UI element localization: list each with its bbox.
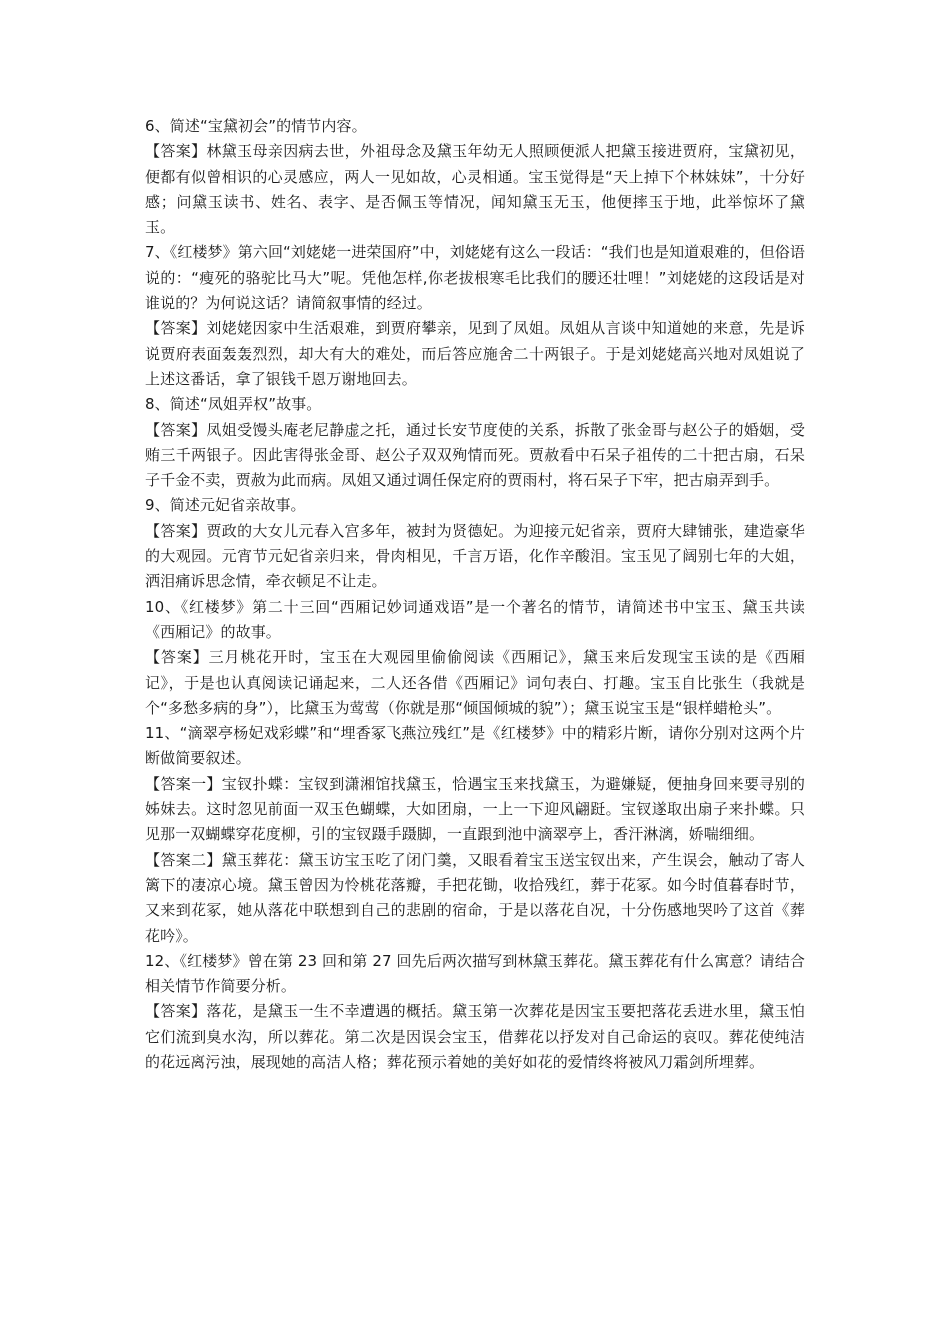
answer-11-part-1: 【答案一】宝钗扑蝶：宝钗到潇湘馆找黛玉，恰遇宝玉来找黛玉，为避嫌疑，便抽身回来要寻别的姊妹去。这时忽见前面一双玉色蝴蝶，大如团扇，一上一下迎风翩跹。宝钗遂取出扇子来扑蝶。只见那一双蝴蝶穿花度柳，引的宝钗蹑手蹑脚，一直跟到池中滴翠亭上，香汗淋漓，娇喘细细。 — [145, 774, 805, 844]
answer-8: 【答案】凤姐受馒头庵老尼静虚之托，通过长安节度使的关系，拆散了张金哥与赵公子的婚姻，受贿三千两银子。因此害得张金哥、赵公子双双殉情而死。贾赦看中石呆子祖传的二十把古扇，石呆子千金不卖，贾赦为此而病。凤姐又通过调任保定府的贾雨村，将石呆子下牢，把古扇弄到手。 — [145, 420, 805, 490]
question-12: 12、《红楼梦》曾在第 23 回和第 27 回先后两次描写到林黛玉葬花。黛玉葬花有什么寓意？请结合相关情节作简要分析。 — [145, 951, 805, 996]
question-8: 8、简述“凤姐弄权”故事。 — [145, 395, 322, 414]
answer-11-part-2: 【答案二】黛玉葬花：黛玉访宝玉吃了闭门羹，又眼看着宝玉送宝钗出来，产生误会，触动了寄人篱下的凄凉心境。黛玉曾因为怜桃花落瓣，手把花锄，收拾残红，葬于花冢。如今时值暮春时节，又来到花冢，她从落花中联想到自己的悲剧的宿命，于是以落花自况，十分伤感地哭吟了这首《葬花吟》。 — [145, 850, 805, 945]
answer-6: 【答案】林黛玉母亲因病去世，外祖母念及黛玉年幼无人照顾便派人把黛玉接进贾府，宝黛初见，便都有似曾相识的心灵感应，两人一见如故，心灵相通。宝玉觉得是“天上掉下个林妹妹”，十分好感；问黛玉读书、姓名、表字、是否佩玉等情况，闻知黛玉无玉，他便摔玉于地，此举惊坏了黛玉。 — [145, 142, 805, 237]
question-9: 9、简述元妃省亲故事。 — [145, 496, 306, 515]
question-6: 6、简述“宝黛初会”的情节内容。 — [145, 117, 367, 135]
answer-7: 【答案】刘姥姥因家中生活艰难，到贾府攀亲，见到了凤姐。凤姐从言谈中知道她的来意，先是诉说贾府表面轰轰烈烈，却大有大的难处，而后答应施舍二十两银子。于是刘姥姥高兴地对凤姐说了上述这番话，拿了银钱千恩万谢地回去。 — [145, 319, 805, 388]
document-body — [145, 114, 805, 1075]
answer-12: 【答案】落花，是黛玉一生不幸遭遇的概括。黛玉第一次葬花是因宝玉要把落花丢进水里，黛玉怕它们流到臭水沟，所以葬花。第二次是因误会宝玉，借葬花以抒发对自己命运的哀叹。葬花使纯洁的花远离污浊，展现她的高洁人格；葬花预示着她的美好如花的爱情终将被风刀霜剑所埋葬。 — [145, 1002, 805, 1071]
question-11: 11、“滴翠亭杨妃戏彩蝶”和“埋香冢飞燕泣残红”是《红楼梦》中的精彩片断，请你分别对这两个片断做简要叙述。 — [145, 724, 805, 768]
answer-9: 【答案】贾政的大女儿元春入宫多年，被封为贤德妃。为迎接元妃省亲，贾府大肆铺张，建造豪华的大观园。元宵节元妃省亲归来，骨肉相见，千言万语，化作辛酸泪。宝玉见了阔别七年的大姐，洒泪痛诉思念情，牵衣顿足不让走。 — [145, 521, 805, 591]
question-7: 7、《红楼梦》第六回“刘姥姥一进荣国府”中，刘姥姥有这么一段话：“我们也是知道艰难的，但俗语说的：“瘦死的骆驼比马大”呢。凭他怎样,你老拔根寒毛比我们的腰还壮哩！”刘姥姥的这段话是对谁说的？为何说这话？请简叙事情的经过。 — [145, 243, 805, 313]
answer-10: 【答案】三月桃花开时，宝玉在大观园里偷偷阅读《西厢记》，黛玉来后发现宝玉读的是《西厢记》，于是也认真阅读记诵起来，二人还各借《西厢记》词句表白、打趣。宝玉自比张生（我就是个“多愁多病的身”），比黛玉为莺莺（你就是那“倾国倾城的貌”）；黛玉说宝玉是“银样蜡枪头”。 — [145, 648, 805, 717]
question-10: 10、《红楼梦》第二十三回“西厢记妙词通戏语”是一个著名的情节，请简述书中宝玉、黛玉共读《西厢记》的故事。 — [145, 597, 805, 641]
